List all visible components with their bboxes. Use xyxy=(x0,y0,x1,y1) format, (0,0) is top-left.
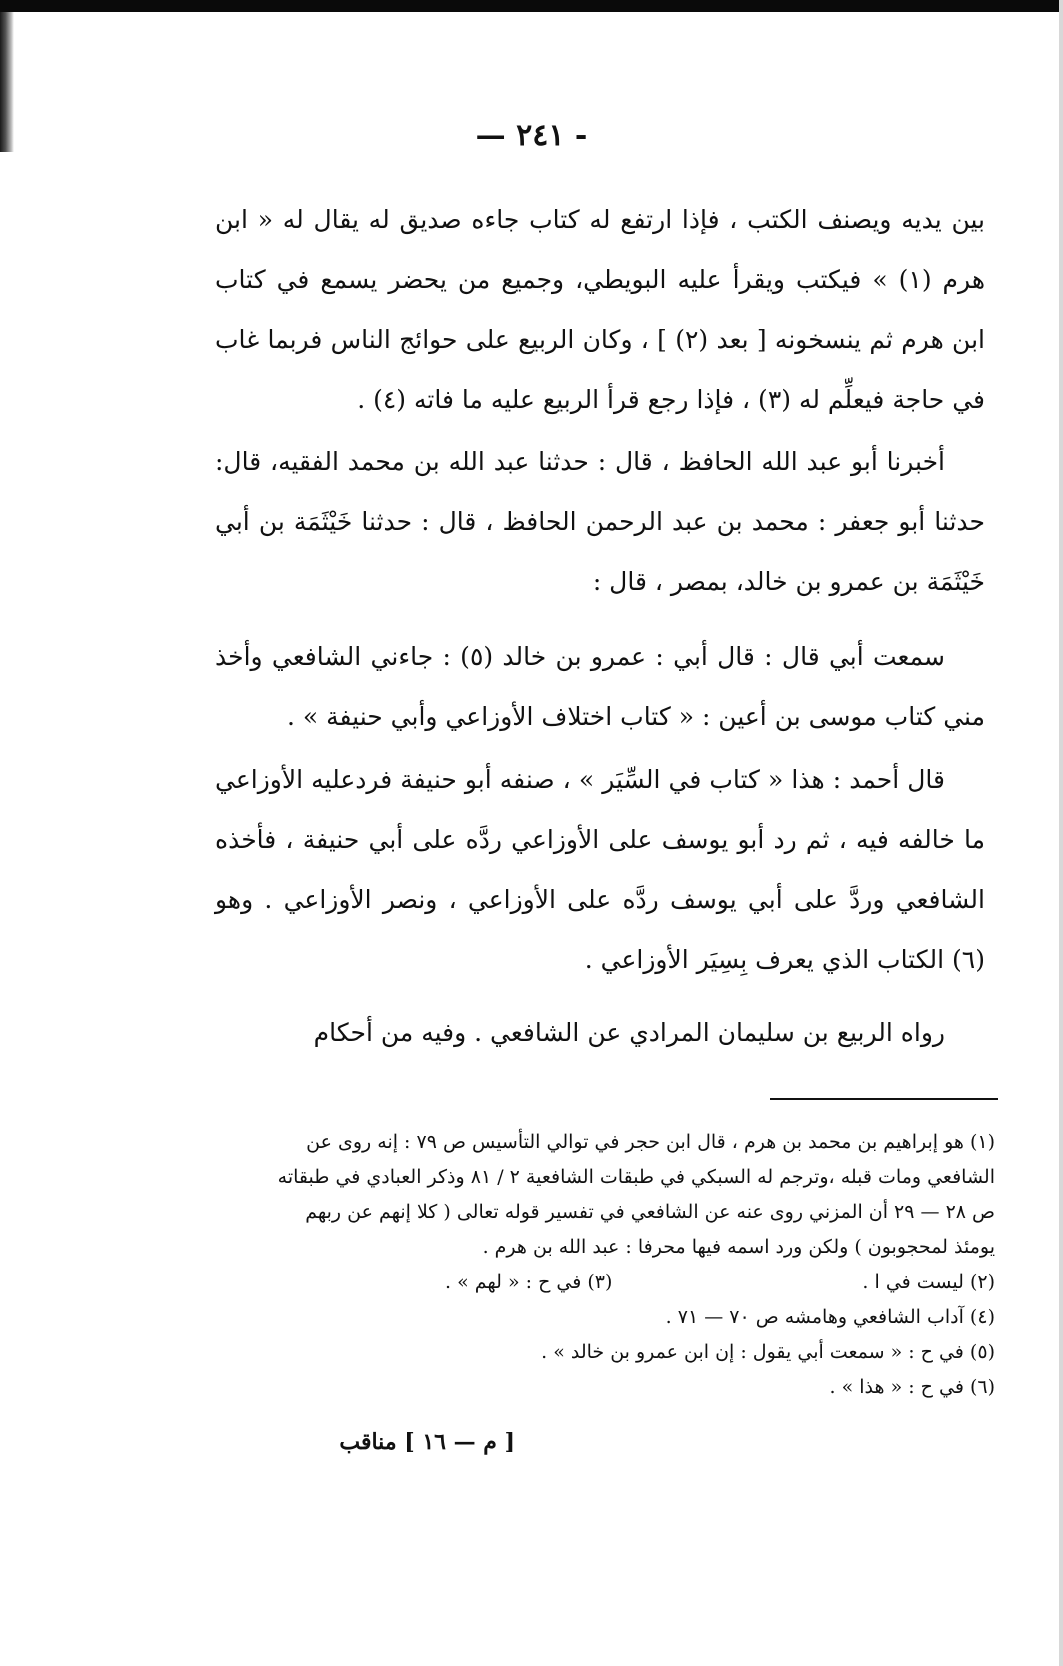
footnote-4: (٤) آداب الشافعي وهامشه ص ٧٠ — ٧١ . xyxy=(665,1306,995,1328)
paragraph-4: قال أحمد : هذا « كتاب في السِّيَر » ، صنفه أبو حنيفة فردعليه الأوزاعي ما خالفه فيه ، ثم رد أبو يوسف على الأوزاعي ردَّه على أبي حنيفة ، فأخذه الشافعي وردَّ على أبي يوسف ردَّه على الأوزاعي ، ونصر الأوزاعي . وهو (٦) الكتاب الذي يعرف بِسِيَر الأوزاعي . xyxy=(215,765,985,974)
page-number: — ٢٤١ - xyxy=(475,118,588,153)
footnote-row-2-3 xyxy=(205,1265,995,1300)
paragraph-3: سمعت أبي قال : قال أبي : عمرو بن خالد (٥) : جاءني الشافعي وأخذ مني كتاب موسى بن أعين : « كتاب اختلاف الأوزاعي وأبي حنيفة » . xyxy=(215,642,985,731)
scan-edge-top xyxy=(0,0,1063,12)
footnote-3: (٣) في ح : « لهم » . xyxy=(445,1271,613,1293)
scan-edge-right xyxy=(1059,0,1063,1666)
footnote-5: (٥) في ح : « سمعت أبي يقول : إن ابن عمرو بن خالد » . xyxy=(541,1341,995,1363)
footnotes xyxy=(205,1125,995,1405)
footnote-1-line-1: (١) هو إبراهيم بن محمد بن هرم ، قال ابن حجر في توالي التأسيس ص ٧٩ : إنه روى عن xyxy=(306,1131,995,1153)
footnote-6: (٦) في ح : « هذا » . xyxy=(829,1376,995,1398)
footnote-1-line-4: يومئذ لمحجوبون ) ولكن ورد اسمه فيها محرفا : عبد الله بن هرم . xyxy=(482,1236,995,1258)
signature-mark: [ م — ١٦ ] مناقب xyxy=(339,1429,515,1455)
paragraph-2: أخبرنا أبو عبد الله الحافظ ، قال : حدثنا عبد الله بن محمد الفقيه، قال: حدثنا أبو جعفر : محمد بن عبد الرحمن الحافظ ، قال : حدثنا خَيْثَمَة بن أبي خَيْثَمَة بن عمرو بن خالد، بمصر ، قال : xyxy=(215,447,985,596)
paragraph-5: رواه الربيع بن سليمان المرادي عن الشافعي . وفيه من أحكام xyxy=(313,1018,945,1047)
footnote-2: (٢) ليست في ا . xyxy=(862,1271,995,1293)
paragraph-1: بين يديه ويصنف الكتب ، فإذا ارتفع له كتاب جاءه صديق له يقال له « ابن هرم (١) » فيكتب ويقرأ عليه البويطي، وجميع من يحضر يسمع في كتاب ابن هرم ثم ينسخونه [ بعد (٢) ] ، وكان الربيع على حوائج الناس فربما غاب في حاجة فيعلِّم له (٣) ، فإذا رجع قرأ الربيع عليه ما فاته (٤) . xyxy=(215,205,985,414)
footnote-separator xyxy=(770,1098,998,1100)
footnote-1-line-2: الشافعي ومات قبله ،وترجم له السبكي في طبقات الشافعية ٢ / ٨١ وذكر العبادي في طبقاته xyxy=(277,1166,995,1188)
footnote-1-line-3: ص ٢٨ — ٢٩ أن المزني روى عنه عن الشافعي في تفسير قوله تعالى ( كلا إنهم عن ربهم xyxy=(305,1201,995,1223)
